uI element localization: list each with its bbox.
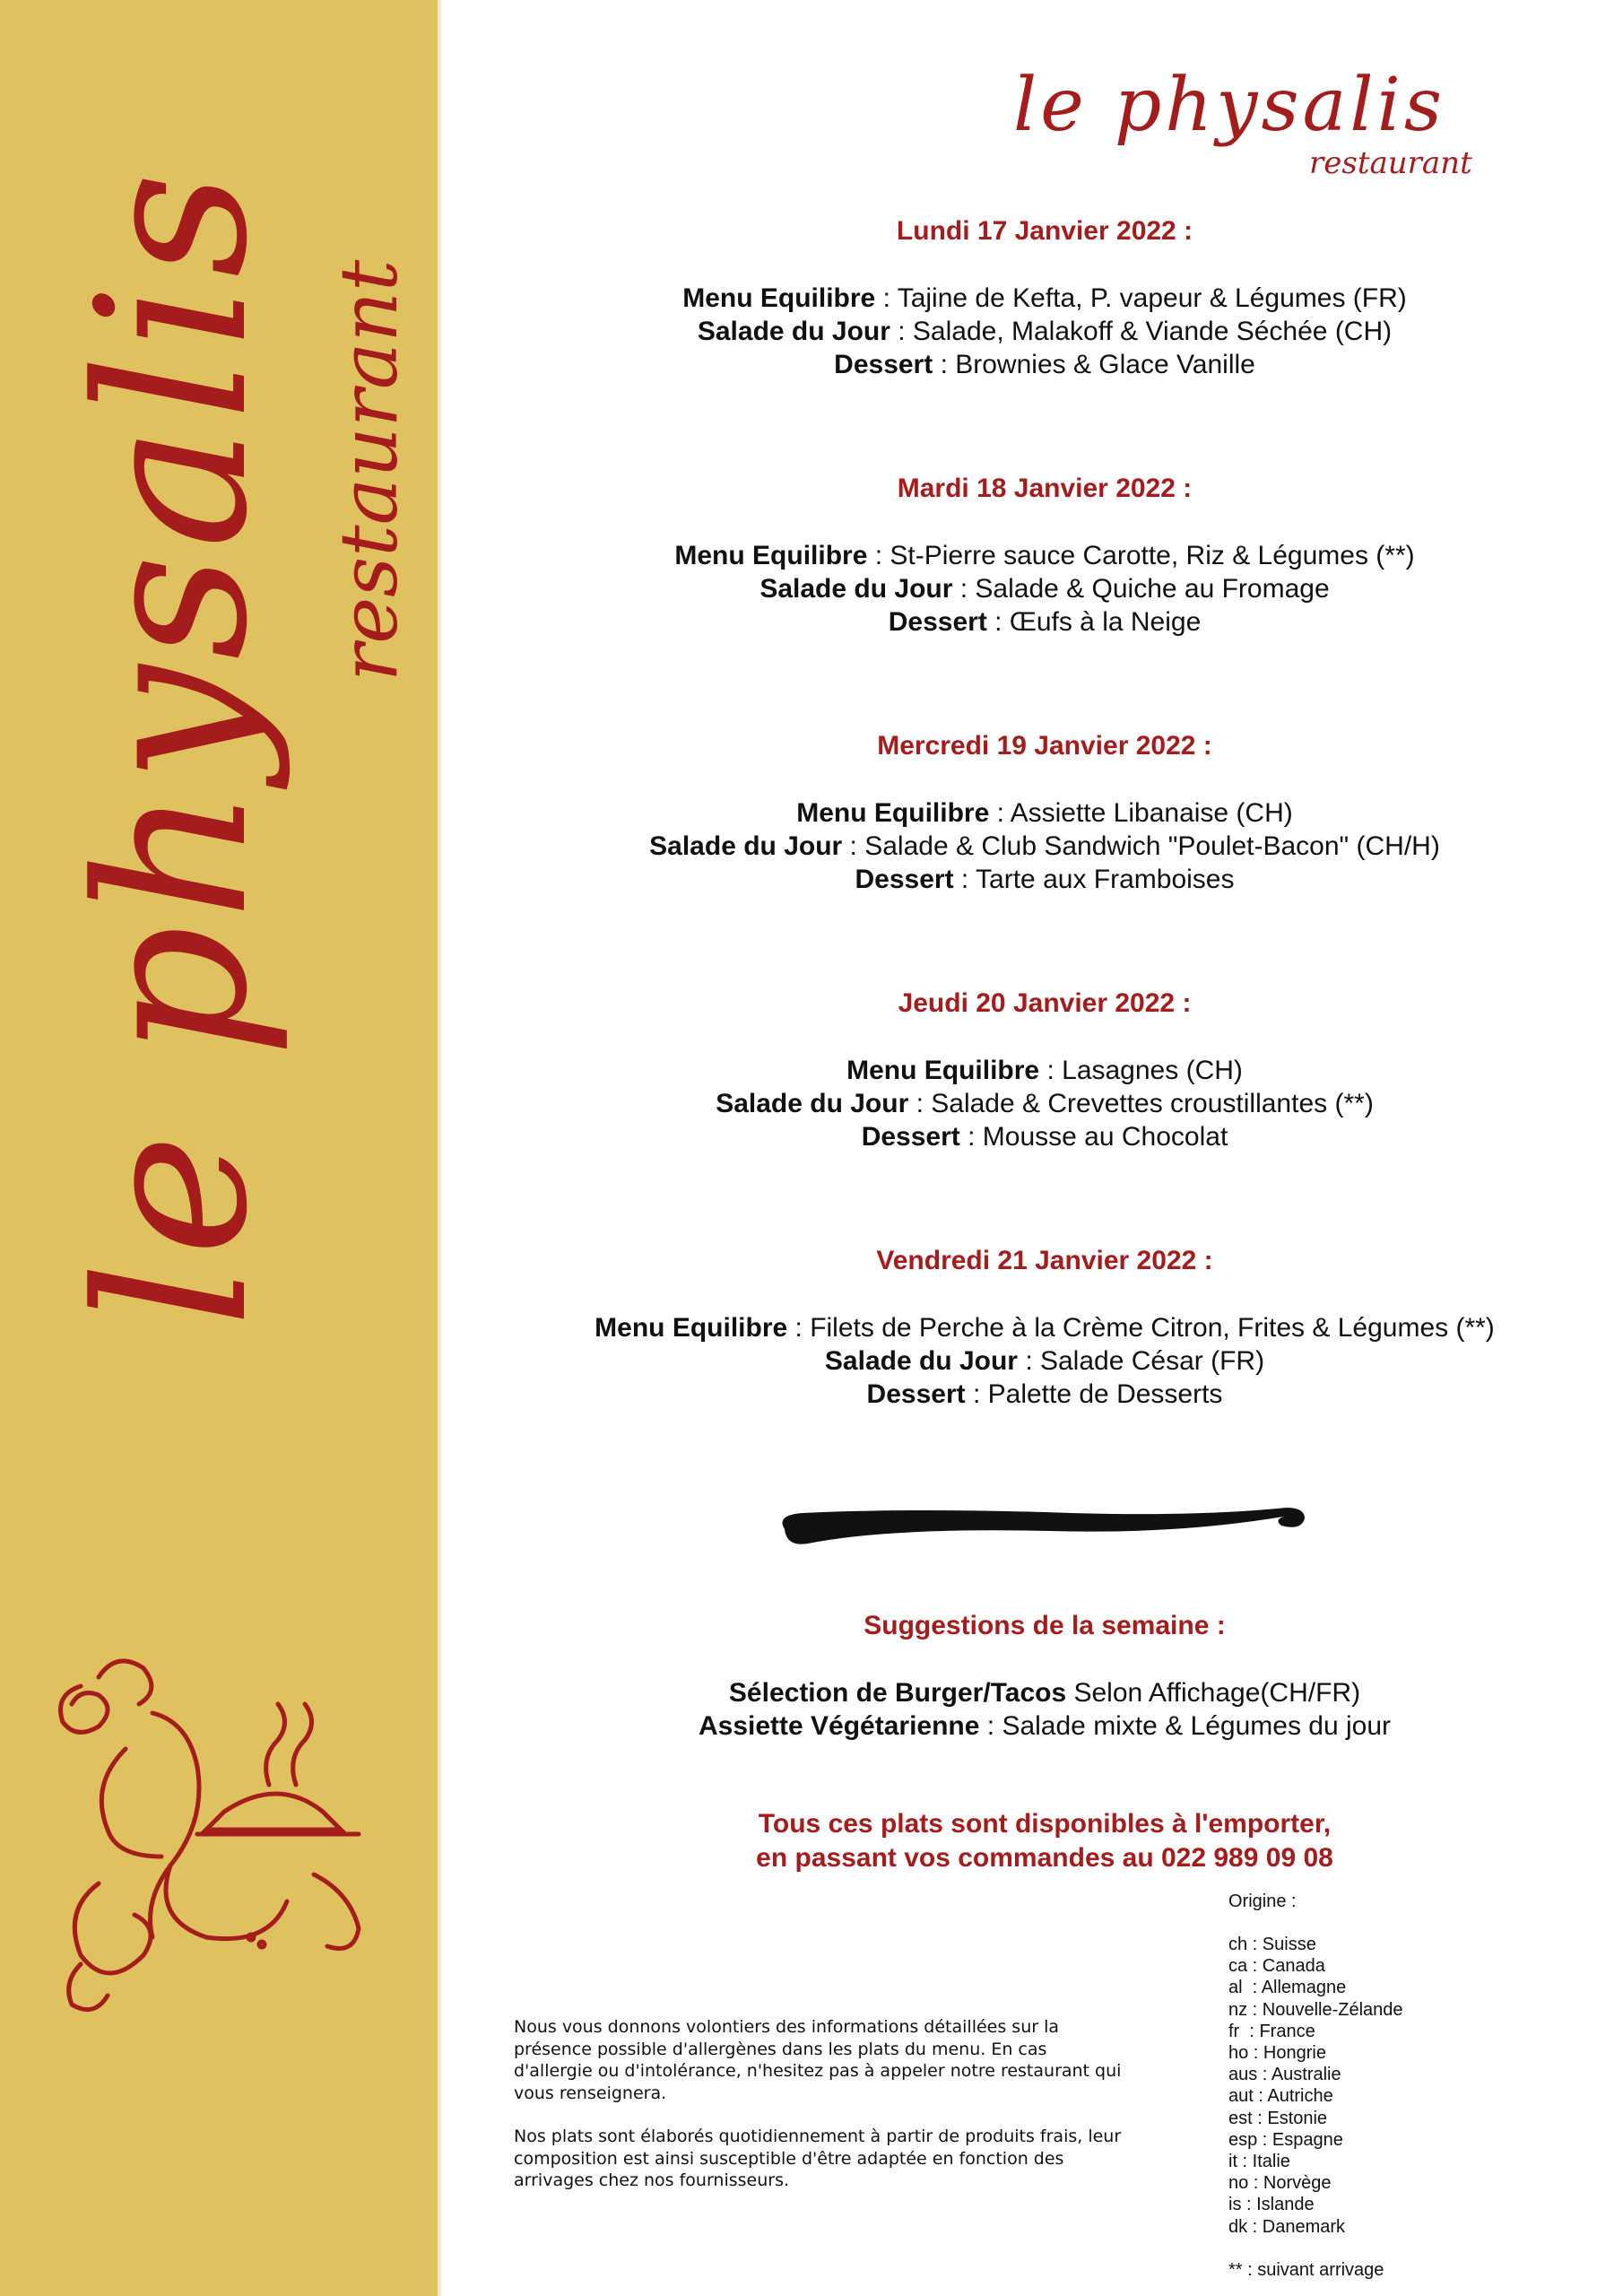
suggestion-line <box>466 1709 1623 1743</box>
takeaway-line-1: Tous ces plats sont disponibles à l'emporter, <box>758 1809 1332 1839</box>
day-block <box>466 728 1623 896</box>
menu-line-label: Menu Equilibre <box>846 1056 1040 1085</box>
sidebar-logo-name: le physalis <box>54 166 293 1327</box>
origin-item: esp : Espagne <box>1228 2129 1343 2150</box>
origin-item: ch : Suisse <box>1228 1935 1316 1954</box>
menu-line-label: Menu Equilibre <box>682 283 876 313</box>
origin-title: Origine : <box>1228 1892 1297 1911</box>
origin-item: est : Estonie <box>1228 2108 1328 2128</box>
day-block <box>466 213 1623 381</box>
origin-item: it : Italie <box>1228 2152 1290 2172</box>
day-heading: Mardi 18 Janvier 2022 : <box>897 474 1193 503</box>
menu-line-label: Dessert <box>866 1379 966 1409</box>
origin-item: al : Allemagne <box>1228 1978 1347 1998</box>
weekly-suggestions <box>466 1608 1623 1743</box>
suggestions-heading: Suggestions de la semaine : <box>864 1611 1226 1640</box>
menu-line-label: Salade du Jour <box>716 1089 909 1118</box>
day-heading: Vendredi 21 Janvier 2022 : <box>876 1246 1213 1275</box>
header-logo-name: le physalis <box>1013 63 1445 148</box>
menu-line <box>466 1311 1623 1344</box>
allergen-paragraph: Nous vous donnons volontiers des informations détaillées sur la présence possible d'allergènes dans les plats du menu. En cas d'allergie ou d'intolérance, n'hesitez pas à appeler notre restaurant qui vous renseignera. <box>514 2017 1122 2103</box>
menu-line-label: Salade du Jour <box>759 574 953 604</box>
menu-line-label: Menu Equilibre <box>796 798 990 828</box>
day-heading: Lundi 17 Janvier 2022 : <box>896 216 1193 246</box>
suggestion-line <box>466 1676 1623 1709</box>
menu-line-label: Salade du Jour <box>824 1346 1018 1376</box>
menu-line-label: Salade du Jour <box>649 831 843 861</box>
menu-line <box>466 796 1623 830</box>
menu-line-text: : St-Pierre sauce Carotte, Riz & Légumes (**) <box>867 541 1415 570</box>
menu-line-label: Salade du Jour <box>697 317 890 346</box>
suggestion-label: Assiette Végétarienne <box>698 1711 980 1741</box>
menu-line-text: : Lasagnes (CH) <box>1039 1056 1243 1085</box>
menu-line-label: Dessert <box>888 607 987 637</box>
menu-line-text: : Palette de Desserts <box>965 1379 1223 1409</box>
takeaway-line-2: en passant vos commandes au 022 989 09 08 <box>756 1843 1333 1873</box>
day-block <box>466 986 1623 1153</box>
menu-line <box>466 1378 1623 1411</box>
day-heading: Mercredi 19 Janvier 2022 : <box>877 731 1212 761</box>
freshness-paragraph: Nos plats sont élaborés quotidiennement à partir de produits frais, leur composition est ainsi susceptible d'être adaptée en fonction des arrivages chez nos fournisseurs. <box>514 2126 1122 2190</box>
menu-line <box>466 348 1623 381</box>
menu-line <box>466 282 1623 315</box>
origin-item: is : Islande <box>1228 2195 1315 2215</box>
header-logo-sub: restaurant <box>1309 145 1472 181</box>
weekly-menu <box>466 213 1623 1411</box>
suggestion-label: Sélection de Burger/Tacos <box>728 1678 1067 1708</box>
menu-line-text: : Œufs à la Neige <box>986 607 1202 637</box>
origin-item: dk : Danemark <box>1228 2216 1346 2237</box>
origin-item: fr : France <box>1228 2021 1315 2041</box>
menu-line <box>466 863 1623 896</box>
menu-line-text: : Brownies & Glace Vanille <box>933 350 1255 379</box>
header-logo <box>1013 54 1551 188</box>
sidebar-logo-sub: restaurant <box>323 259 415 682</box>
menu-line-label: Dessert <box>855 865 954 894</box>
origin-item: aus : Australie <box>1228 2065 1341 2085</box>
menu-line-text: : Tarte aux Framboises <box>953 865 1235 894</box>
menu-line-label: Dessert <box>861 1122 960 1152</box>
allergen-info <box>514 2016 1124 2213</box>
day-heading: Jeudi 20 Janvier 2022 : <box>898 988 1192 1018</box>
menu-line-text: : Assiette Libanaise (CH) <box>989 798 1293 828</box>
menu-line-label: Dessert <box>834 350 933 379</box>
menu-line <box>466 1344 1623 1378</box>
menu-line <box>466 1087 1623 1120</box>
menu-line-label: Menu Equilibre <box>674 541 868 570</box>
chef-waiter-illustration <box>45 1650 421 2027</box>
menu-line-text: : Salade & Quiche au Fromage <box>952 574 1330 604</box>
menu-line-text: : Salade & Crevettes croustillantes (**) <box>908 1089 1374 1118</box>
menu-line <box>466 1120 1623 1153</box>
menu-line-text: : Salade & Club Sandwich "Poulet-Bacon" (CH/H) <box>842 831 1440 861</box>
menu-line <box>466 830 1623 863</box>
sidebar-panel <box>0 0 438 2296</box>
menu-line-text: : Salade César (FR) <box>1017 1346 1265 1376</box>
day-block <box>466 1243 1623 1411</box>
origin-legend <box>1228 1891 1403 2281</box>
menu-line-text: : Filets de Perche à la Crème Citron, Frites & Légumes (**) <box>787 1313 1495 1343</box>
sidebar-divider <box>438 0 441 2296</box>
menu-line <box>466 539 1623 572</box>
menu-line <box>466 572 1623 605</box>
origin-item: ho : Hongrie <box>1228 2043 1326 2064</box>
menu-line-text: : Tajine de Kefta, P. vapeur & Légumes (FR) <box>875 283 1407 313</box>
menu-line-text: : Mousse au Chocolat <box>959 1122 1228 1152</box>
day-block <box>466 471 1623 639</box>
suggestion-text: Selon Affichage(CH/FR) <box>1066 1678 1361 1708</box>
suggestion-text: : Salade mixte & Légumes du jour <box>979 1711 1392 1741</box>
menu-line <box>466 1054 1623 1087</box>
menu-line <box>466 605 1623 639</box>
origin-item: ca : Canada <box>1228 1956 1325 1977</box>
origin-item: nz : Nouvelle-Zélande <box>1228 1999 1403 2020</box>
origin-item: aut : Autriche <box>1228 2086 1333 2107</box>
menu-line-text: : Salade, Malakoff & Viande Séchée (CH) <box>890 317 1393 346</box>
origin-note: ** : suivant arrivage <box>1228 2259 1384 2280</box>
menu-line <box>466 315 1623 348</box>
menu-line-label: Menu Equilibre <box>595 1313 788 1343</box>
origin-item: no : Norvège <box>1228 2173 1332 2194</box>
takeaway-notice <box>466 1807 1623 1875</box>
decorative-flourish <box>771 1502 1309 1556</box>
